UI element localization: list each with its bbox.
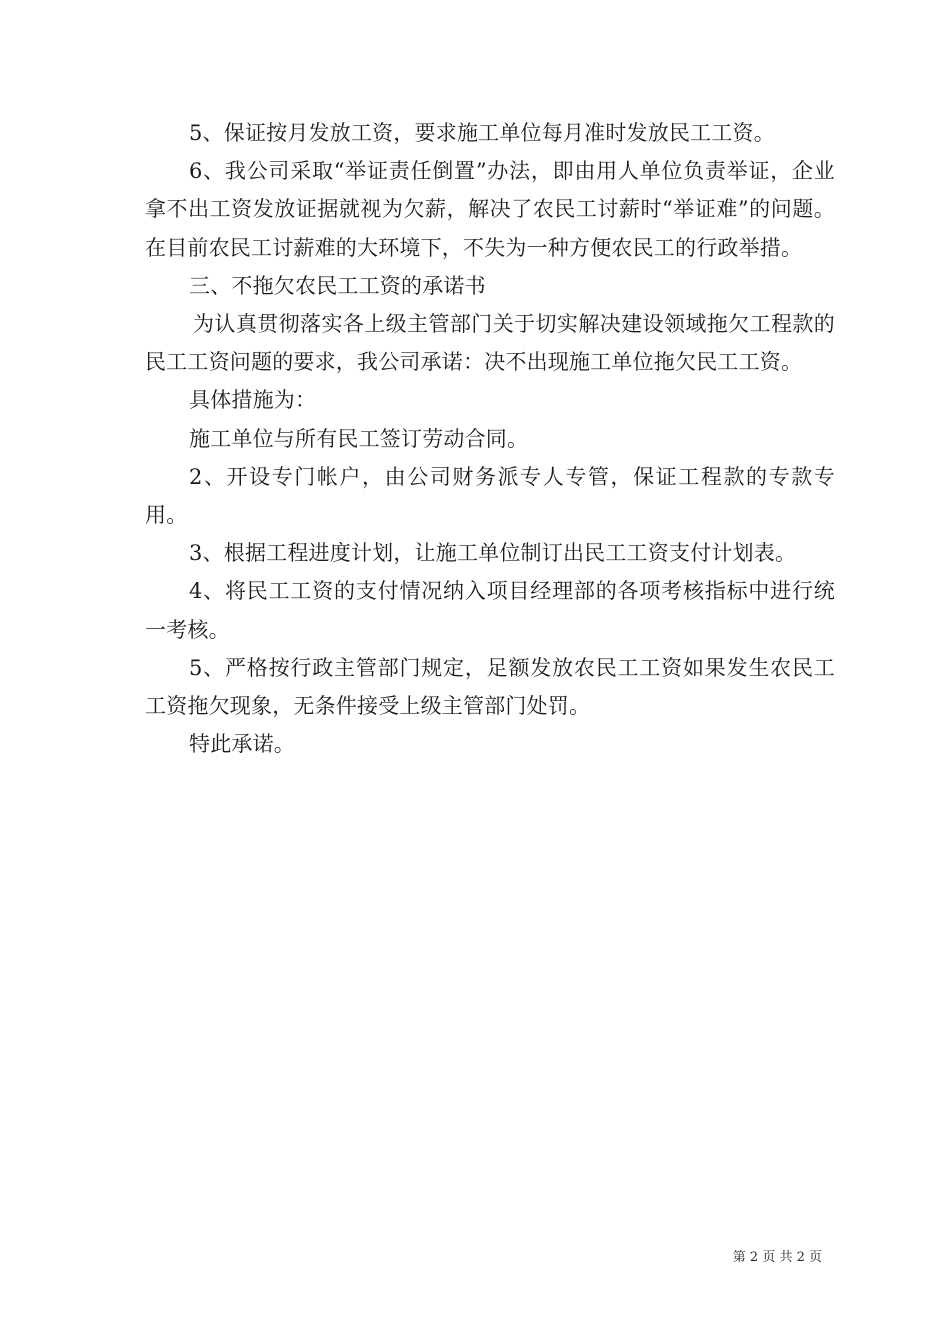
paragraph-closing: 特此承诺。: [189, 732, 295, 757]
paragraph-measures-label: 具体措施为：: [189, 388, 317, 413]
paragraph-measure-contract: 施工单位与所有民工签订劳动合同。: [189, 426, 529, 451]
paragraph-commitment-intro: 为认真贯彻落实各上级主管部门关于切实解决建设领域拖欠工程款的民工工资问题的要求，我公司承诺：决不出现施工单位拖欠民工工资。: [145, 312, 835, 375]
paragraph-measure-3-plan: 3、根据工程进度计划，让施工单位制订出民工工资支付计划表。: [189, 541, 797, 566]
paragraph-measure-4-assessment: 4、将民工工资的支付情况纳入项目经理部的各项考核指标中进行统一考核。: [145, 579, 835, 642]
paragraph-item-5-wages: 5、保证按月发放工资，要求施工单位每月准时发放民工工资。: [189, 121, 775, 145]
page-number: 第 2 页 共 2 页: [732, 1250, 822, 1265]
paragraph-item-6-burden-of-proof: 6、我公司采取“举证责任倒置”办法，即由用人单位负责举证，企业拿不出工资发放证据就视为欠薪，解决了农民工讨薪时“举证难”的问题。在目前农民工讨薪难的大环境下，不失为一种方便农民工的行政举措。: [145, 159, 835, 260]
paragraph-measure-2-account: 2、开设专门帐户，由公司财务派专人专管，保证工程款的专款专用。: [145, 464, 835, 528]
section-heading-commitment: 三、不拖欠农民工工资的承诺书: [189, 273, 486, 298]
paragraph-measure-5-penalty: 5、严格按行政主管部门规定，足额发放农民工工资如果发生农民工工资拖欠现象，无条件接受上级主管部门处罚。: [145, 655, 835, 719]
document-body: [145, 114, 835, 763]
